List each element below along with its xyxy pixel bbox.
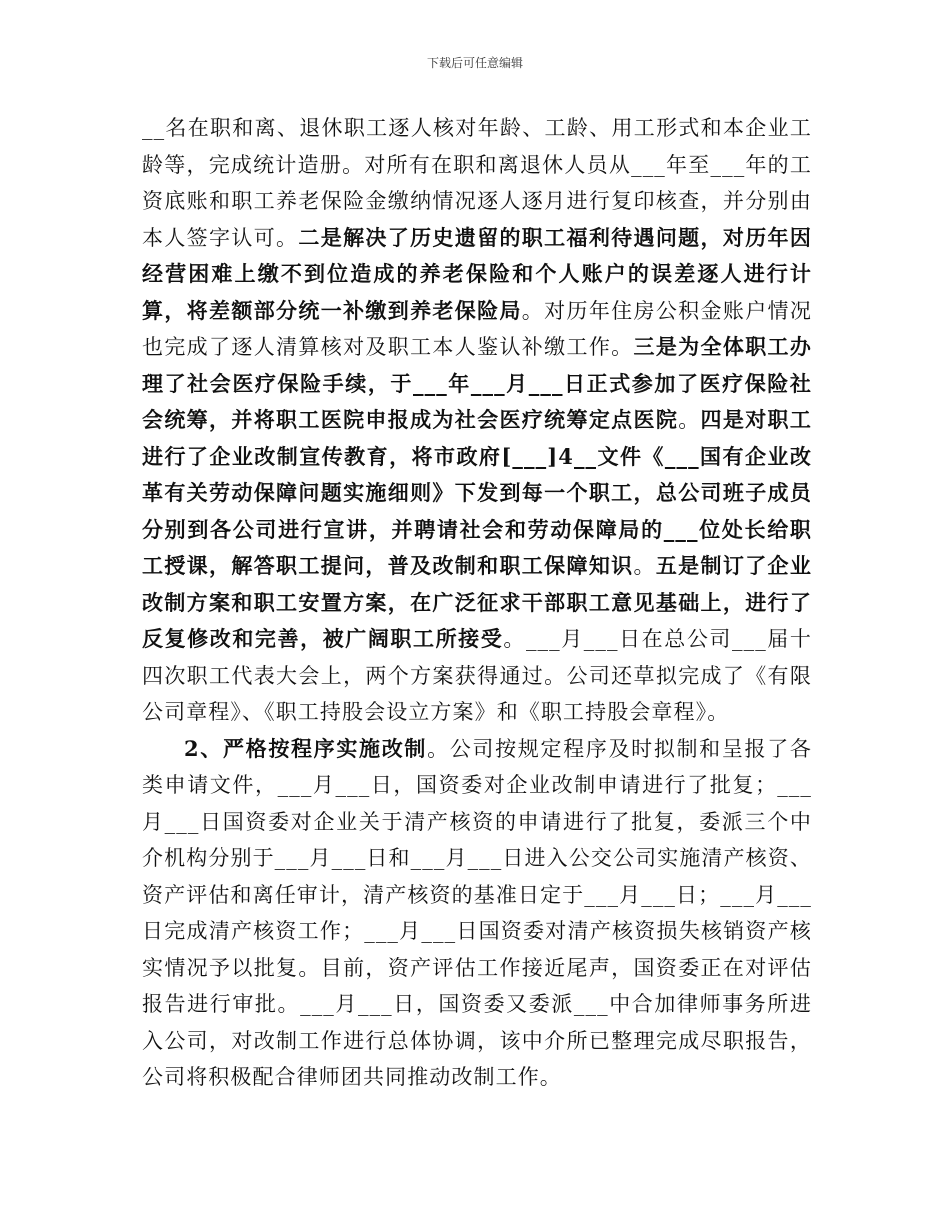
text-segment: __名在职和离、退休职工逐人核对年龄、工龄、用工形式和本企业工龄等，完成统计造册。对所有在职和离退休人员从___年至___年的工资底账和职工养老保险金缴纳情况逐人逐月进行复印核查，并分别由本人签字认可。 (142, 116, 812, 250)
paragraph-2 (142, 731, 812, 1096)
page-header: 下载后可任意编辑 (426, 56, 523, 70)
bold-text-segment: 四是对职工进行了企业改制宣传教育，将市政府[___]4__文件《___国有企业改革有关劳动保障问题实施细则》下发到每一个职工，总公司班子成员分别到各公司进行宣讲，并聘请社会和劳动保障局的___位处长给职工授课，解答职工提问，普及改制和职工保障知识 (142, 407, 812, 578)
document-body (142, 110, 812, 1096)
paragraph-1 (142, 110, 812, 731)
text-segment: 。 (633, 554, 656, 578)
bold-text-segment: 三是为全体职工办理了社会医疗保险手续，于___年___月___日正式参加了医疗保险社会统筹，并将职工医院申报成为社会医疗统筹定点医院 (142, 334, 812, 432)
section-heading: 2、严格按程序实施改制 (184, 735, 428, 761)
text-segment: 。公司按规定程序及时拟制和呈报了各类申请文件，___月___日，国资委对企业改制申请进行了批复；___月___日国资委对企业关于清产核资的申请进行了批复，委派三个中介机构分别于___月___日和___月___日进入公交公司实施清产核资、资产评估和离任审计，清产核资的基准日定于___月___日；___月___日完成清产核资工作；___月___日国资委对清产核资损失核销资产核实情况予以批复。目前，资产评估工作接近尾声，国资委正在对评估报告进行审批。___月___日，国资委又委派___中合加律师事务所进入公司，对改制工作进行总体协调，该中介所已整理完成尽职报告，公司将积极配合律师团共同推动改制工作。 (142, 736, 812, 1089)
text-segment: 。 (678, 408, 701, 432)
bold-text-segment: 五是制订了企业改制方案和职工安置方案，在广泛征求干部职工意见基础上，进行了反复修改和完善，被广阔职工所接受 (142, 553, 812, 651)
bold-text-segment: 二是解决了历史遗留的职工福利待遇问题，对历年因经营困难上缴不到位造成的养老保险和个人账户的误差逐人进行计算，将差额部分统一补缴到养老保险局 (142, 224, 812, 323)
text-segment: 。对历年住房公积金账户情况也完成了逐人清算核对及职工本人鉴认补缴工作。 (142, 298, 812, 359)
text-segment: 。___月___日在总公司___届十四次职工代表大会上，两个方案获得通过。公司还草拟完成了《有限公司章程》、《职工持股会设立方案》和《职工持股会章程》。 (142, 627, 812, 724)
